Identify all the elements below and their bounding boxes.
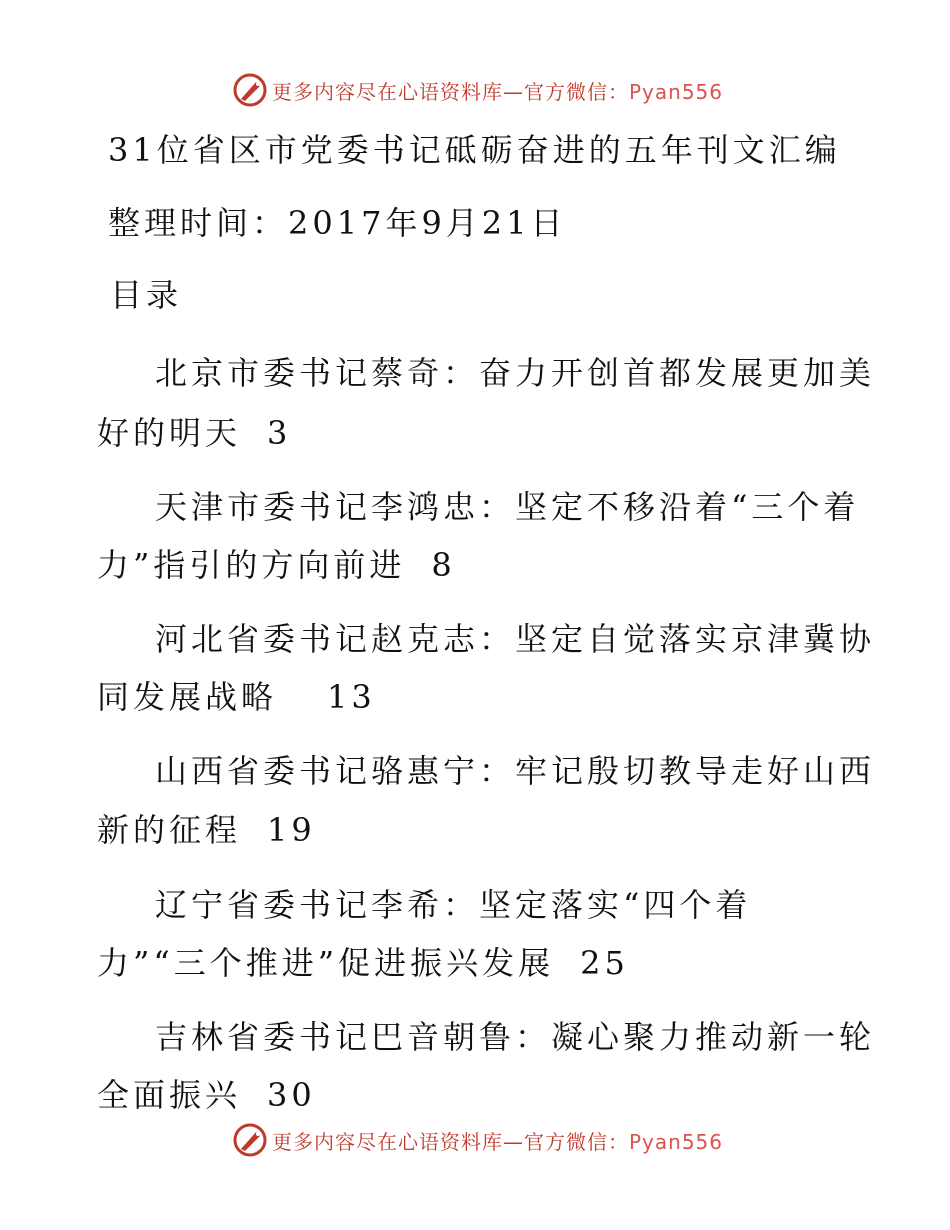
compile-date: 整理时间：2017年9月21日 xyxy=(108,204,567,242)
banner-text: 更多内容尽在心语资料库—官方微信：Pyan556 xyxy=(272,1129,724,1154)
header-watermark-banner xyxy=(232,70,723,110)
toc-page-number: 19 xyxy=(267,811,316,849)
toc-heading: 目录 xyxy=(110,276,183,314)
toc-entry-line2: 力”“三个推进”促进振兴发展 25 xyxy=(97,944,629,982)
toc-page-number: 13 xyxy=(327,678,376,716)
footer-watermark-banner xyxy=(232,1120,723,1160)
toc-entry-line2: 好的明天 3 xyxy=(97,414,292,452)
wechat-id: Pyan556 xyxy=(629,79,724,104)
toc-entry-line2: 新的征程 19 xyxy=(97,811,316,849)
toc-page-number: 30 xyxy=(267,1076,316,1114)
toc-entry-line1: 山西省委书记骆惠宁：牢记殷切教导走好山西 xyxy=(155,752,876,790)
toc-entry-line2: 力”指引的方向前进 8 xyxy=(97,546,456,584)
toc-page-number: 3 xyxy=(267,414,292,452)
toc-page-number: 25 xyxy=(580,944,629,982)
banner-text: 更多内容尽在心语资料库—官方微信：Pyan556 xyxy=(272,79,724,104)
toc-entry-line1: 北京市委书记蔡奇：奋力开创首都发展更加美 xyxy=(155,354,876,392)
document-title: 31位省区市党委书记砥砺奋进的五年刊文汇编 xyxy=(108,131,841,169)
toc-entry-line2: 全面振兴 30 xyxy=(97,1076,316,1114)
pen-logo-icon xyxy=(232,72,268,108)
wechat-id: Pyan556 xyxy=(629,1129,724,1154)
toc-entry-line1: 吉林省委书记巴音朝鲁：凝心聚力推动新一轮 xyxy=(155,1018,876,1056)
pen-logo-icon xyxy=(232,1122,268,1158)
toc-entry-line2: 同发展战略 13 xyxy=(97,678,376,716)
toc-entry-line1: 河北省委书记赵克志：坚定自觉落实京津冀协 xyxy=(155,620,876,658)
toc-entry-line1: 天津市委书记李鸿忠：坚定不移沿着“三个着 xyxy=(155,488,860,526)
toc-entry-line1: 辽宁省委书记李希：坚定落实“四个着 xyxy=(155,886,752,924)
toc-page-number: 8 xyxy=(431,546,456,584)
